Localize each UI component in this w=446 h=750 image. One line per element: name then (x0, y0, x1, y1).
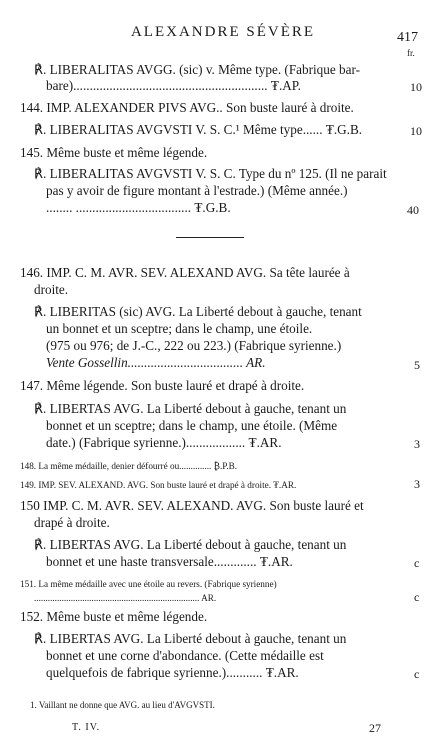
entry-line: ℟. LIBERALITAS AVGVSTI V. S. C.¹ Même type...... ₮.G.B. (34, 122, 363, 137)
footnote: 1. Vaillant ne donne que AVG. au lieu d'AVGVSTI. (30, 700, 215, 710)
entry-line: 144. IMP. ALEXANDER PIVS AVG.. Son buste lauré à droite. (20, 100, 354, 115)
entry-value: 10 (410, 80, 422, 94)
entry-value: 3 (414, 437, 420, 451)
entry-line: 147. Même légende. Son buste lauré et drapé à droite. (20, 378, 305, 393)
entry-value: c (414, 556, 420, 570)
entry-line: bonnet et un sceptre; dans le champ, une étoile. (Même (46, 418, 338, 433)
page-number: 417 (397, 30, 418, 45)
entry-line: un bonnet et un sceptre; dans le champ, une étoile. (46, 321, 313, 336)
entry-line: ℟. LIBERALITAS AVGVSTI V. S. C. Type du nº 125. (Il ne parait (34, 166, 387, 181)
entry-line: ........................................................................ AR. (34, 593, 217, 603)
entry-value: c (414, 667, 420, 681)
entry-value: 40 (407, 203, 419, 217)
entry-line: bonnet et une corne d'abondance. (Cette médaille est (46, 648, 324, 663)
entry-value: 5 (414, 358, 420, 372)
entry-line: 145. Même buste et même légende. (20, 145, 208, 160)
entry-value: 10 (410, 124, 422, 138)
entry-line: 152. Même buste et même légende. (20, 609, 208, 624)
entry-line: drapé à droite. (34, 515, 110, 530)
entry-line: 149. IMP. SEV. ALEXAND. AVG. Son buste lauré et drapé à droite. ₮.AR. (20, 480, 297, 490)
entry-line: ℟. LIBERALITAS AVGG. (sic) v. Même type. (Fabrique bar- (34, 62, 360, 77)
entry-line: 146. IMP. C. M. AVR. SEV. ALEXAND AVG. Sa tête laurée à (20, 265, 350, 280)
entry-line: ℟. LIBERITAS (sic) AVG. La Liberté debout à gauche, tenant (34, 304, 362, 319)
signature-mark: T. IV. (72, 722, 101, 733)
entry-line: ℟. LIBERTAS AVG. La Liberté debout à gauche, tenant un (34, 401, 347, 416)
entry-line: ℟. LIBERTAS AVG. La Liberté debout à gauche, tenant un (34, 631, 347, 646)
entry-line: 151. La même médaille avec une étoile au revers. (Fabrique syrienne) (20, 579, 277, 589)
entry-line: droite. (34, 282, 69, 297)
entry-value: 3 (414, 477, 420, 491)
running-title: ALEXANDRE SÉVÈRE (130, 24, 316, 40)
entry-line: Vente Gossellin................................... AR. (46, 355, 266, 370)
entry-value: c (414, 590, 420, 604)
entry-line: bonnet et une haste transversale............. ₮.AR. (46, 554, 293, 569)
entry-line: ℟. LIBERTAS AVG. La Liberté debout à gauche, tenant un (34, 537, 347, 552)
entry-line: (975 ou 976; de J.-C., 222 ou 223.) (Fabrique syrienne.) (46, 338, 342, 353)
value-unit: fr. (407, 48, 415, 58)
entry-line: date.) (Fabrique syrienne.).................. ₮.AR. (46, 435, 282, 450)
sheet-number: 27 (369, 721, 381, 735)
entry-line: 148. La même médaille, denier défourré ou.............. ₿.P.B. (20, 461, 238, 471)
entry-line: 150 IMP. C. M. AVR. SEV. ALEXAND. AVG. Son buste lauré et (20, 498, 364, 513)
entry-line: quelquefois de fabrique syrienne.)........... ₮.AR. (46, 665, 299, 680)
entry-line: pas y avoir de figure montant à l'estrade.) (Même année.) (46, 183, 348, 198)
entry-line: ........ ................................... ₮.G.B. (46, 200, 231, 215)
entry-line: bare)........................................................... ₮.AP. (46, 78, 301, 93)
section-divider (176, 237, 244, 238)
